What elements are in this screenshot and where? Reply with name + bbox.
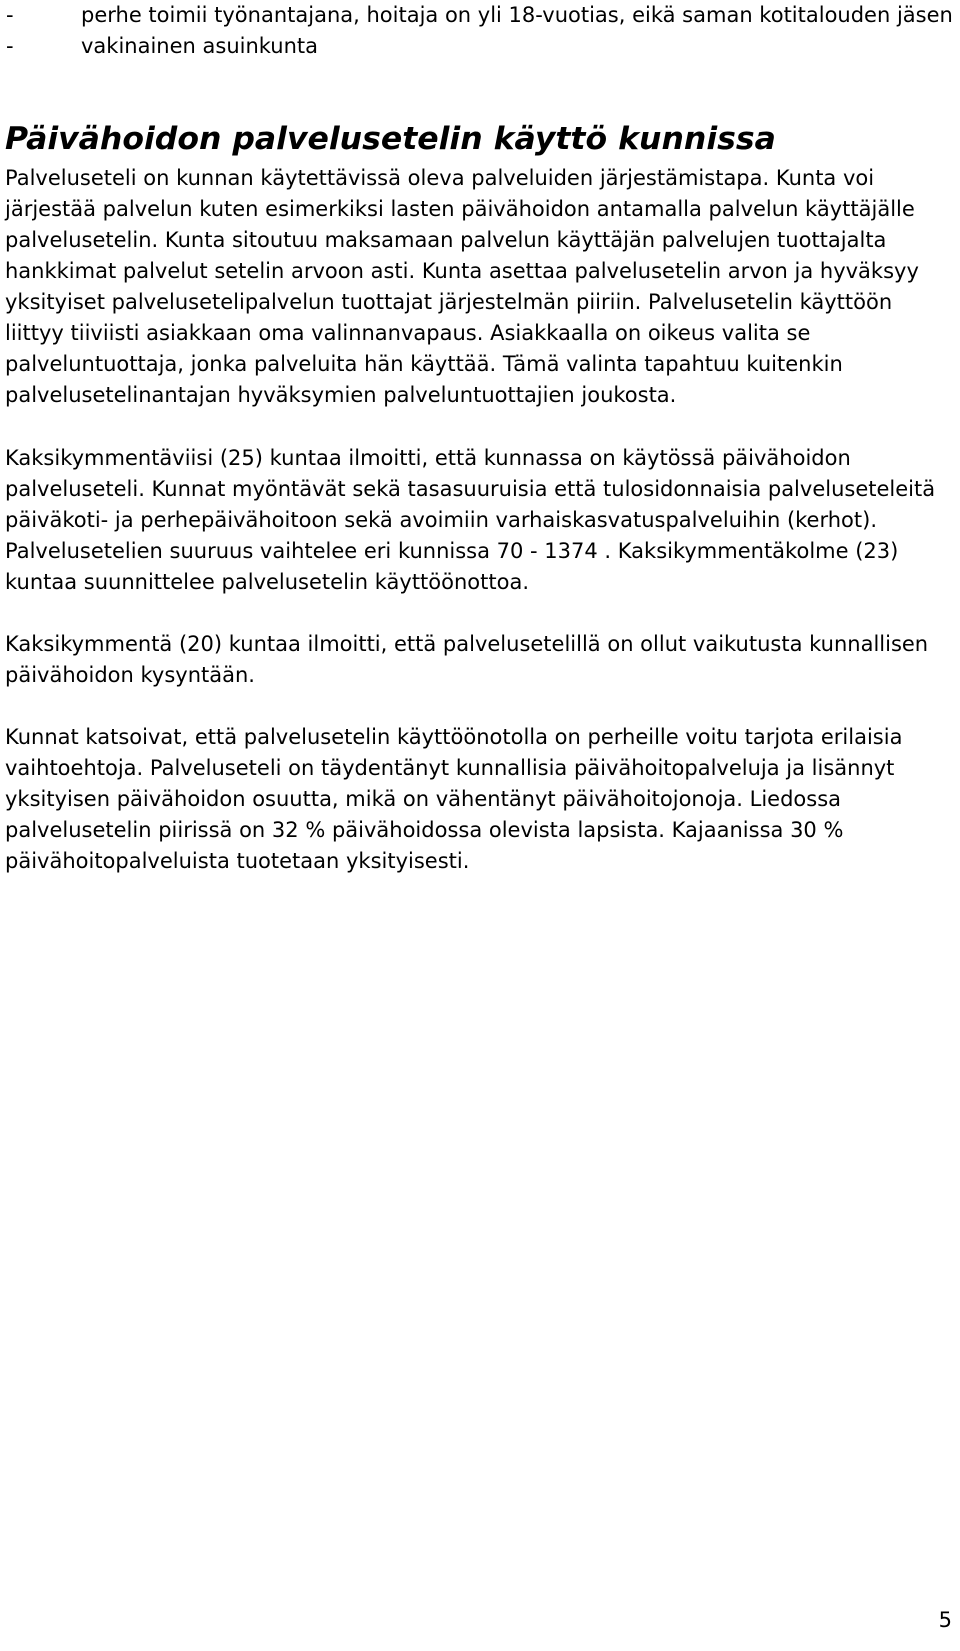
list-dash: - [6, 3, 14, 27]
paragraph-voucher-definition: Palveluseteli on kunnan käytettävissä oleva palveluiden järjestämistapa. Kunta voi järjestää palvelun kuten esimerkiksi lasten päivähoidon antamalla palvelun käyttäjälle palvelusetelin. Kunta sitoutuu maksamaan palvelun käyttäjän palvelujen tuottajalta hankkimat palvelut setelin arvoon asti. Kunta asettaa palvelusetelin arvon ja hyväksyy yksityiset palvelusetelipalvelun tuottajat järjestelmän piiriin. Palvelusetelin käyttöön liittyy tiiviisti asiakkaan oma valinnanvapaus. Asiakkaalla on oikeus valita se palveluntuottaja, jonka palveluita hän käyttää. Tämä valinta tapahtuu kuitenkin palvelusetelinantajan hyväksymien palveluntuottajien joukosta. [5, 166, 919, 407]
list-item-text: vakinainen asuinkunta [81, 34, 319, 58]
list-item [5, 0, 953, 31]
requirements-list [5, 0, 953, 62]
list-item [5, 31, 953, 62]
list-item-text: perhe toimii työnantajana, hoitaja on yli 18-vuotias, eikä saman kotitalouden jäsen [81, 3, 953, 27]
section-heading: Päivähoidon palvelusetelin käyttö kunnissa [5, 121, 776, 157]
paragraph-voucher-municipalities: Kaksikymmentäviisi (25) kuntaa ilmoitti, että kunnassa on käytössä päivähoidon palveluseteli. Kunnat myöntävät sekä tasasuuruisia että tulosidonnaisia palveluseteleitä päiväkoti- ja perhepäivähoitoon sekä avoimiin varhaiskasvatuspalveluihin (kerhot). Palvelusetelien suuruus vaihtelee eri kunnissa 70 - 1374 . Kaksikymmentäkolme (23) kuntaa suunnittelee palvelusetelin käyttöönottoa. [5, 446, 936, 594]
document-page [5, 0, 953, 877]
paragraph-demand-impact: Kaksikymmentä (20) kuntaa ilmoitti, että palvelusetelillä on ollut vaikutusta kunnallisen päivähoidon kysyntään. [5, 632, 929, 687]
list-dash: - [6, 34, 14, 58]
page-number: 5 [938, 1608, 952, 1632]
paragraph-municipal-views: Kunnat katsoivat, että palvelusetelin käyttöönotolla on perheille voitu tarjota erilaisia vaihtoehtoja. Palveluseteli on täydentänyt kunnallisia päivähoitopalveluja ja lisännyt yksityisen päivähoidon osuutta, mikä on vähentänyt päivähoitojonoja. Liedossa palvelusetelin piirissä on 32 % päivähoidossa olevista lapsista. Kajaanissa 30 % päivähoitopalveluista tuotetaan yksityisesti. [5, 725, 903, 873]
